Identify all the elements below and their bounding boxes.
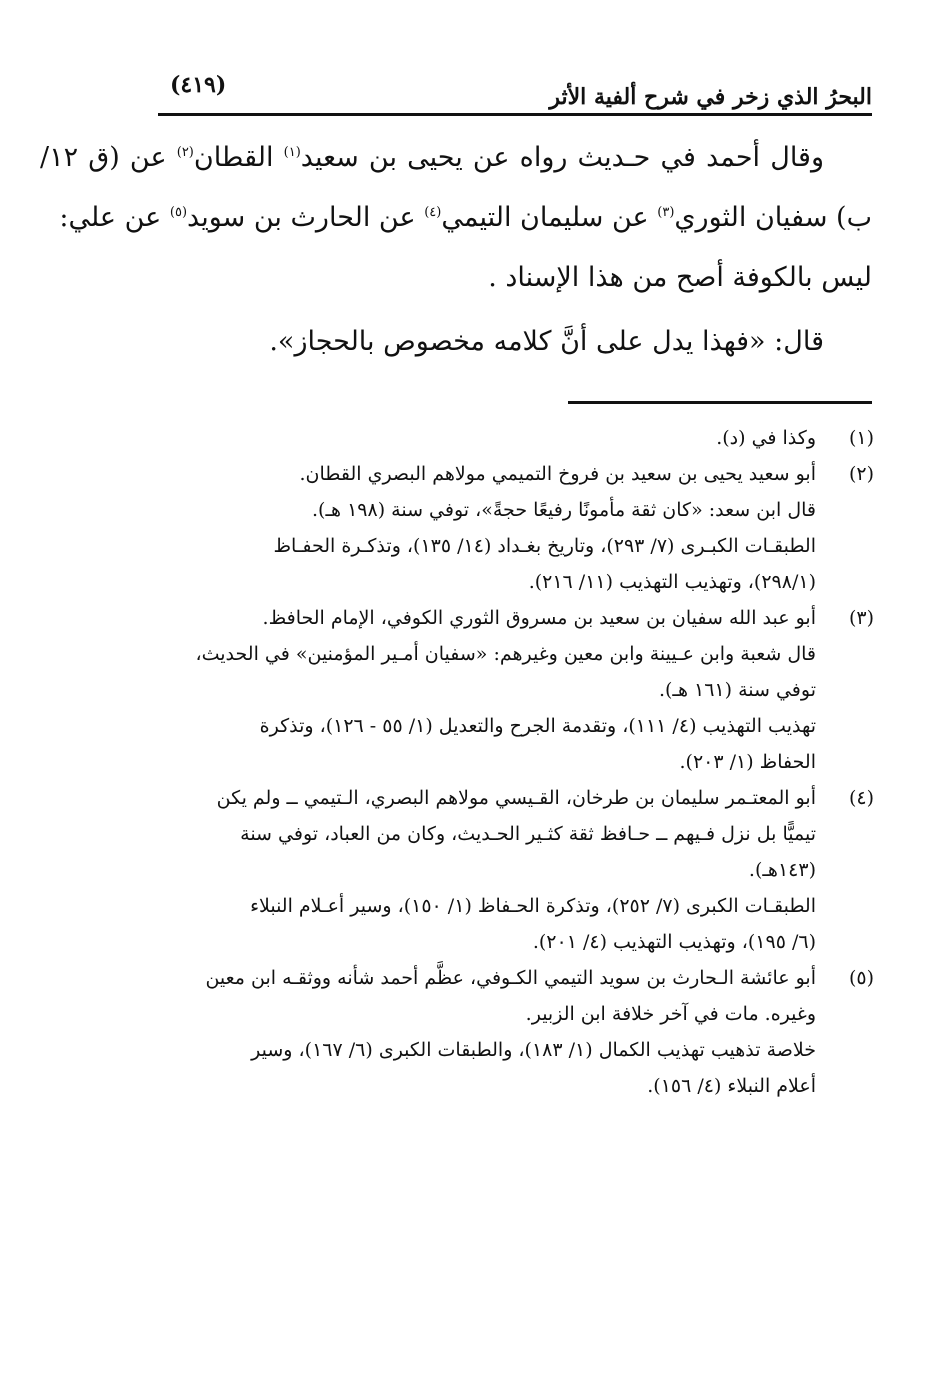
footnote-line: (٢٩٨/١)، وتهذيب التهذيب (١١/ ٢١٦). bbox=[528, 571, 816, 593]
main-paragraph-2: قال: «فهذا يدل على أنَّ كلامه مخصوص بالحجاز». bbox=[269, 326, 824, 357]
text-run: عن الحارث بن سويد bbox=[187, 202, 425, 233]
main-text bbox=[40, 128, 872, 372]
footnote-ref-5: (٥) bbox=[169, 205, 188, 220]
header-rule bbox=[158, 113, 872, 116]
text-run: القطان bbox=[193, 142, 284, 173]
text-run: وقال أحمد في حـديث رواه عن يحيى بن سعيد bbox=[300, 142, 824, 173]
text-run: عن علي: bbox=[59, 202, 170, 233]
footnote-line: الطبقـات الكبرى (٧/ ٢٥٢)، وتذكرة الحـفاظ (١/ ١٥٠)، وسير أعـلام النبلاء bbox=[250, 895, 816, 917]
main-paragraph-1 bbox=[40, 128, 872, 248]
footnote-number: (٢) bbox=[848, 463, 874, 485]
footnotes bbox=[156, 420, 874, 1104]
footnote bbox=[156, 780, 874, 960]
page-number: (٤١٩) bbox=[170, 72, 227, 98]
footnote-line: قال ابن سعد: «كان ثقة مأمونًا رفيعًا حجةً»، توفي سنة (١٩٨ هـ). bbox=[312, 499, 816, 521]
main-paragraph-1-end: ليس بالكوفة أصح من هذا الإسناد . bbox=[488, 262, 872, 293]
footnote-line: (١٤٣هـ). bbox=[748, 859, 816, 881]
footnote-number: (٥) bbox=[848, 967, 874, 989]
book-title: البحرُ الذي زخر في شرح ألفية الأثر bbox=[549, 84, 872, 110]
footnote-line: وكذا في (د). bbox=[716, 427, 816, 449]
footnote-line: وغيره. مات في آخر خلافة ابن الزبير. bbox=[525, 1003, 816, 1025]
footnote-ref-1: (١) bbox=[283, 145, 301, 160]
footnote bbox=[156, 960, 874, 1104]
footnote-line: الطبقـات الكبـرى (٧/ ٢٩٣)، وتاريخ بغـداد (١٤/ ١٣٥)، وتذكـرة الحفـاظ bbox=[273, 535, 816, 557]
footnote-separator bbox=[568, 401, 872, 404]
footnote-ref-4: (٤) bbox=[424, 205, 442, 220]
footnote-line: الحفاظ (١/ ٢٠٣). bbox=[679, 751, 816, 773]
footnote bbox=[156, 600, 874, 780]
footnote-line: أبو عائشة الـحارث بن سويد التيمي الكـوفي، عظَّم أحمد شأنه ووثقـه ابن معين bbox=[205, 967, 816, 989]
text-run: عن (ق ١٢/ ب) سفيان الثوري bbox=[40, 142, 872, 233]
footnote-line: قال شعبة وابن عـيينة وابن معين وغيرهم: «سفيان أمـير المؤمنين» في الحديث، bbox=[195, 643, 816, 665]
footnote-number: (٣) bbox=[848, 607, 874, 629]
footnote-line: أعلام النبلاء (٤/ ١٥٦). bbox=[647, 1075, 816, 1097]
footnote-line: توفي سنة (١٦١ هـ). bbox=[658, 679, 816, 701]
running-header bbox=[158, 70, 872, 116]
footnote-line: تيميًّا بل نزل فـيهم ــ حـافظ ثقة كثـير الحـديث، وكان من العباد، توفي سنة bbox=[240, 823, 816, 845]
footnote-number: (٤) bbox=[848, 787, 874, 809]
footnote-line: خلاصة تذهيب تهذيب الكمال (١/ ١٨٣)، والطبقات الكبرى (٦/ ١٦٧)، وسير bbox=[251, 1039, 816, 1061]
footnote bbox=[156, 456, 874, 600]
footnote bbox=[156, 420, 874, 456]
footnote-ref-2: (٢) bbox=[176, 145, 194, 160]
footnote-line: أبو عبد الله سفيان بن سعيد بن مسروق الثوري الكوفي، الإمام الحافظ. bbox=[262, 607, 816, 629]
footnote-line: تهذيب التهذيب (٤/ ١١١)، وتقدمة الجرح والتعديل (١/ ٥٥ - ١٢٦)، وتذكرة bbox=[259, 715, 816, 737]
text-run: عن سليمان التيمي bbox=[441, 202, 658, 233]
footnote-line: أبو المعتـمر سليمان بن طرخان، القـيسي مولاهم البصري، الـتيمي ــ ولم يكن bbox=[216, 787, 816, 809]
footnote-number: (١) bbox=[848, 427, 874, 449]
footnote-line: (٦/ ١٩٥)، وتهذيب التهذيب (٤/ ٢٠١). bbox=[532, 931, 816, 953]
footnote-ref-3: (٣) bbox=[657, 205, 675, 220]
footnote-line: أبو سعيد يحيى بن سعيد بن فروخ التميمي مولاهم البصري القطان. bbox=[299, 463, 816, 485]
